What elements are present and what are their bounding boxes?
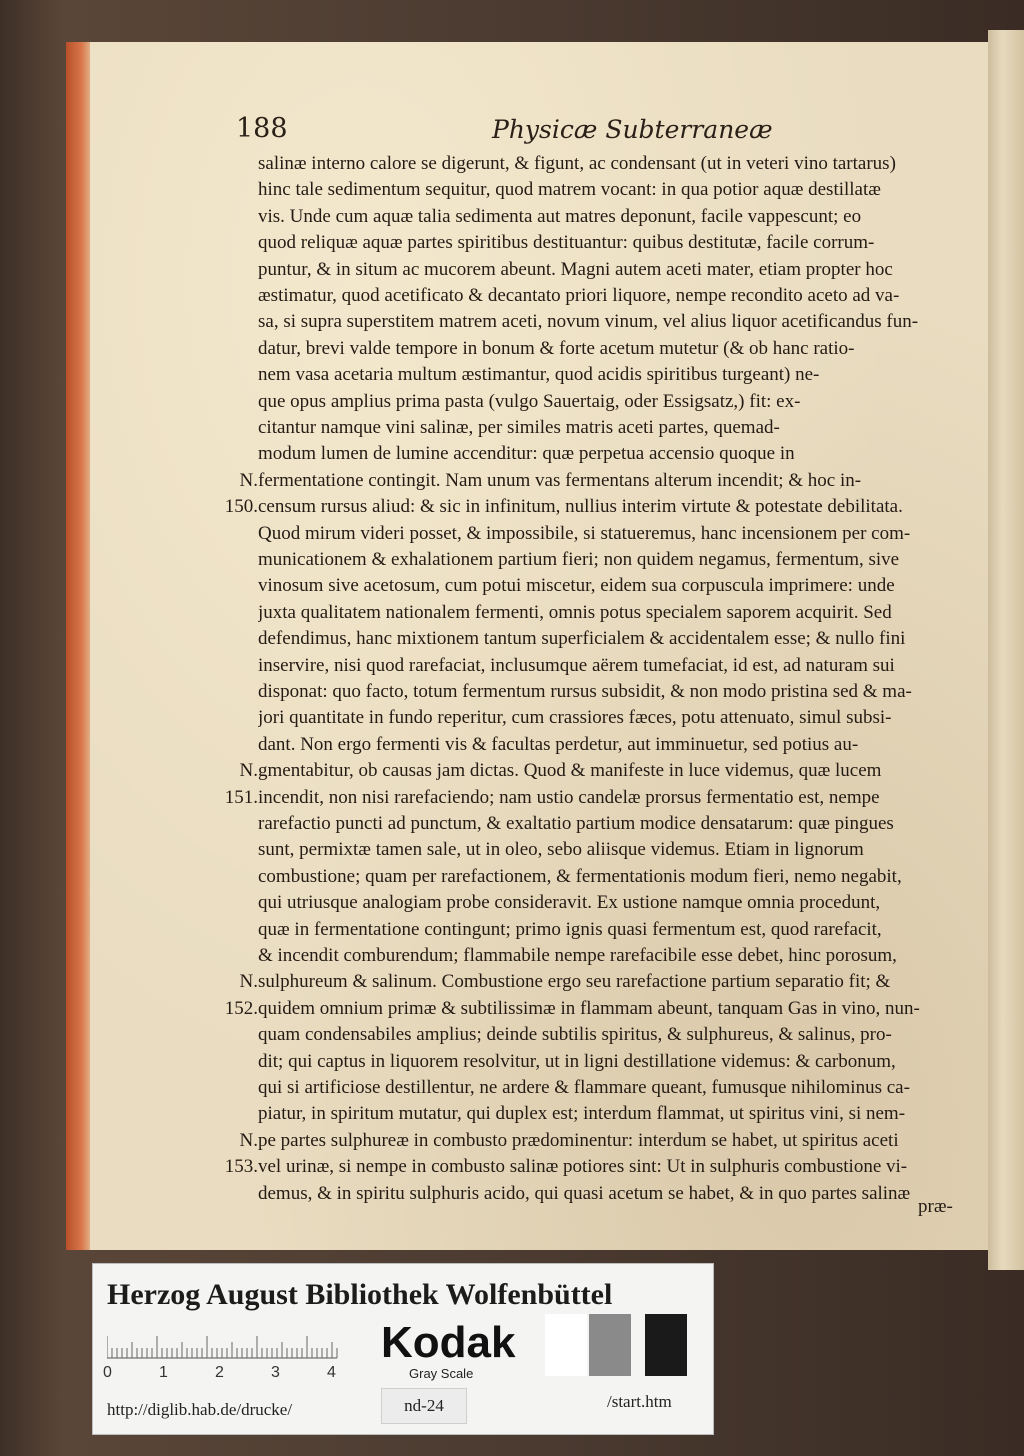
catchword: præ- [918, 1196, 953, 1217]
text-line: quæ in fermentatione contingunt; primo ignis quasi fermentum est, quod rarefacit, [258, 918, 882, 940]
text-line: vinosum sive acetosum, cum potui miscetur, eidem sua corpuscula imprimere: unde [258, 575, 895, 597]
text-line: puntur, & in situm ac mucorem abeunt. Magni autem aceti mater, etiam propter hoc [258, 258, 893, 280]
text-line: dant. Non ergo fermenti vis & facultas perdetur, aut imminuetur, sed potius au- [258, 733, 859, 755]
margin-note: N. [239, 760, 258, 782]
ruler-numbers [103, 1364, 353, 1386]
margin-note: 151. [224, 786, 258, 808]
ruler-number: 4 [327, 1364, 336, 1381]
text-line: hinc tale sedimentum sequitur, quod matrem vocant: in qua potior aquæ destillatæ [258, 179, 881, 201]
text-line: sa, si supra superstitem matrem aceti, novum vinum, vel alius liquor acetificandus fun- [258, 311, 919, 333]
text-line: & incendit comburendum; flammabile nempe rarefacibile esse debet, hinc porosum, [258, 945, 897, 966]
text-line: que opus amplius prima pasta (vulgo Sauertaig, oder Essigsatz,) fit: ex- [258, 390, 801, 412]
margin-note: 150. [224, 496, 258, 518]
text-line: pe partes sulphureæ in combusto prædominentur: interdum se habet, ut spiritus aceti [258, 1129, 899, 1151]
text-line: quam condensabiles amplius; deinde subtilis spiritus, & sulphureus, & salinus, pro- [258, 1024, 892, 1046]
text-line: qui si artificiose destillentur, ne ardere & flammare queant, fumusque nihilominus ca- [258, 1077, 910, 1098]
kodak-logo: Kodak [381, 1318, 516, 1367]
text-line: datur, brevi valde tempore in bonum & forte acetum mutetur (& ob hanc ratio- [258, 337, 855, 359]
text-line: incendit, non nisi rarefaciendo; nam ustio candelæ prorsus fermentatio est, nempe [258, 786, 880, 808]
text-line: piatur, in spiritum mutatur, qui duplex est; interdum flammat, ut spiritus vini, si nem- [258, 1103, 906, 1125]
text-line: juxta qualitatem nationalem fermenti, omnis potus specialem saporem acquirit. Sed [258, 601, 892, 623]
call-number: nd-24 [381, 1388, 467, 1424]
text-line: vis. Unde cum aquæ talia sedimenta aut matres deponunt, facile vappescunt; eo [258, 205, 862, 227]
text-line: municationem & exhalationem partium fieri; non quidem negamus, fermentum, sive [258, 549, 900, 570]
text-line: disponat: quo facto, totum fermentum rursus subsidit, & non modo pristina sed & ma- [258, 681, 912, 702]
margin-note: 152. [224, 997, 258, 1019]
text-line: combustione; quam per rarefactionem, & fermentationis modum fieri, nemo negabit, [258, 865, 902, 887]
text-line: jori quantitate in fundo reperitur, cum crassiores fæces, potu attenuato, simul subsi- [258, 707, 892, 729]
url-right: /start.htm [607, 1392, 672, 1411]
ruler-number: 1 [159, 1364, 168, 1381]
margin-note: N. [239, 971, 258, 993]
text-line: gmentabitur, ob causas jam dictas. Quod & manifeste in luce videmus, quæ lucem [258, 760, 882, 782]
text-line: dit; qui captus in liquorem resolvitur, ut in ligni destillatione videmus: & carbonum, [258, 1050, 896, 1072]
text-line: censum rursus aliud: & sic in infinitum, nullius interim virtute & potestate debilitata. [258, 496, 903, 518]
text-line: quidem omnium primæ & subtilissimæ in flammam abeunt, tanquam Gas in vino, nun- [258, 997, 920, 1019]
gray-swatch-black [645, 1314, 687, 1376]
text-line: salinæ interno calore se digerunt, & figunt, ac condensant (ut in veteri vino tartarus) [258, 153, 896, 174]
ruler-number: 3 [271, 1364, 280, 1381]
text-line: demus, & in spiritu sulphuris acido, qui quasi acetum se habet, & in quo partes salinæ [258, 1182, 911, 1204]
ruler-number: 0 [103, 1364, 112, 1381]
text-line: nem vasa acetaria multum æstimantur, quod acidis spiritibus turgeant) ne- [258, 364, 820, 386]
text-line: Quod mirum videri posset, & impossibile, si statueremus, hanc incensionem per com- [258, 522, 911, 544]
margin-note: N. [239, 469, 258, 491]
text-line: citantur namque vini salinæ, per similes matris aceti partes, quemad- [258, 417, 780, 438]
ruler-number: 2 [215, 1364, 224, 1381]
margin-note: N. [239, 1129, 258, 1151]
color-calibration-strip [92, 1263, 714, 1435]
gray-swatch-mid [589, 1314, 631, 1376]
text-line: sunt, permixtæ tamen sale, ut in oleo, sebo aliisque videmus. Etiam in lignorum [258, 839, 864, 861]
text-line: qui utriusque analogiam probe consideravit. Ex ustione namque omnia procedunt, [258, 892, 881, 914]
text-line: inservire, nisi quod rarefaciat, inclusumque aërem tumefaciat, id est, ad naturam sui [258, 654, 895, 676]
text-line: æstimatur, quod acetificato & decantato priori liquore, nempe recondito aceto ad va- [258, 285, 900, 306]
text-line: defendimus, hanc mixtionem tantum superficialem & accidentalem esse; & nullo fini [258, 628, 906, 650]
gray-scale-label: Gray Scale [409, 1366, 474, 1381]
running-title: Physicæ Subterraneæ [492, 115, 773, 144]
text-line: rarefactio puncti ad punctum, & exaltatio partium modice densatarum: quæ pingues [258, 813, 894, 834]
margin-note: 153. [224, 1156, 258, 1178]
library-name: Herzog August Bibliothek Wolfenbüttel [107, 1278, 613, 1311]
url-left: http://diglib.hab.de/drucke/ [107, 1400, 293, 1419]
text-line: vel urinæ, si nempe in combusto salinæ potiores sint: Ut in sulphuris combustione vi- [258, 1156, 908, 1178]
text-line: quod reliquæ aquæ partes spiritibus destituantur: quibus destitutæ, facile corrum- [258, 232, 875, 254]
text-line: fermentatione contingit. Nam unum vas fermentans alterum incendit; & hoc in- [258, 469, 862, 491]
text-line: sulphureum & salinum. Combustione ergo seu rarefactione partium separatio fit; & [258, 971, 891, 993]
page-number: 188 [236, 113, 288, 144]
text-line: modum lumen de lumine accenditur: quæ perpetua accensio quoque in [258, 443, 795, 465]
ruler-scale [107, 1330, 347, 1360]
gray-swatch-white [545, 1314, 587, 1376]
